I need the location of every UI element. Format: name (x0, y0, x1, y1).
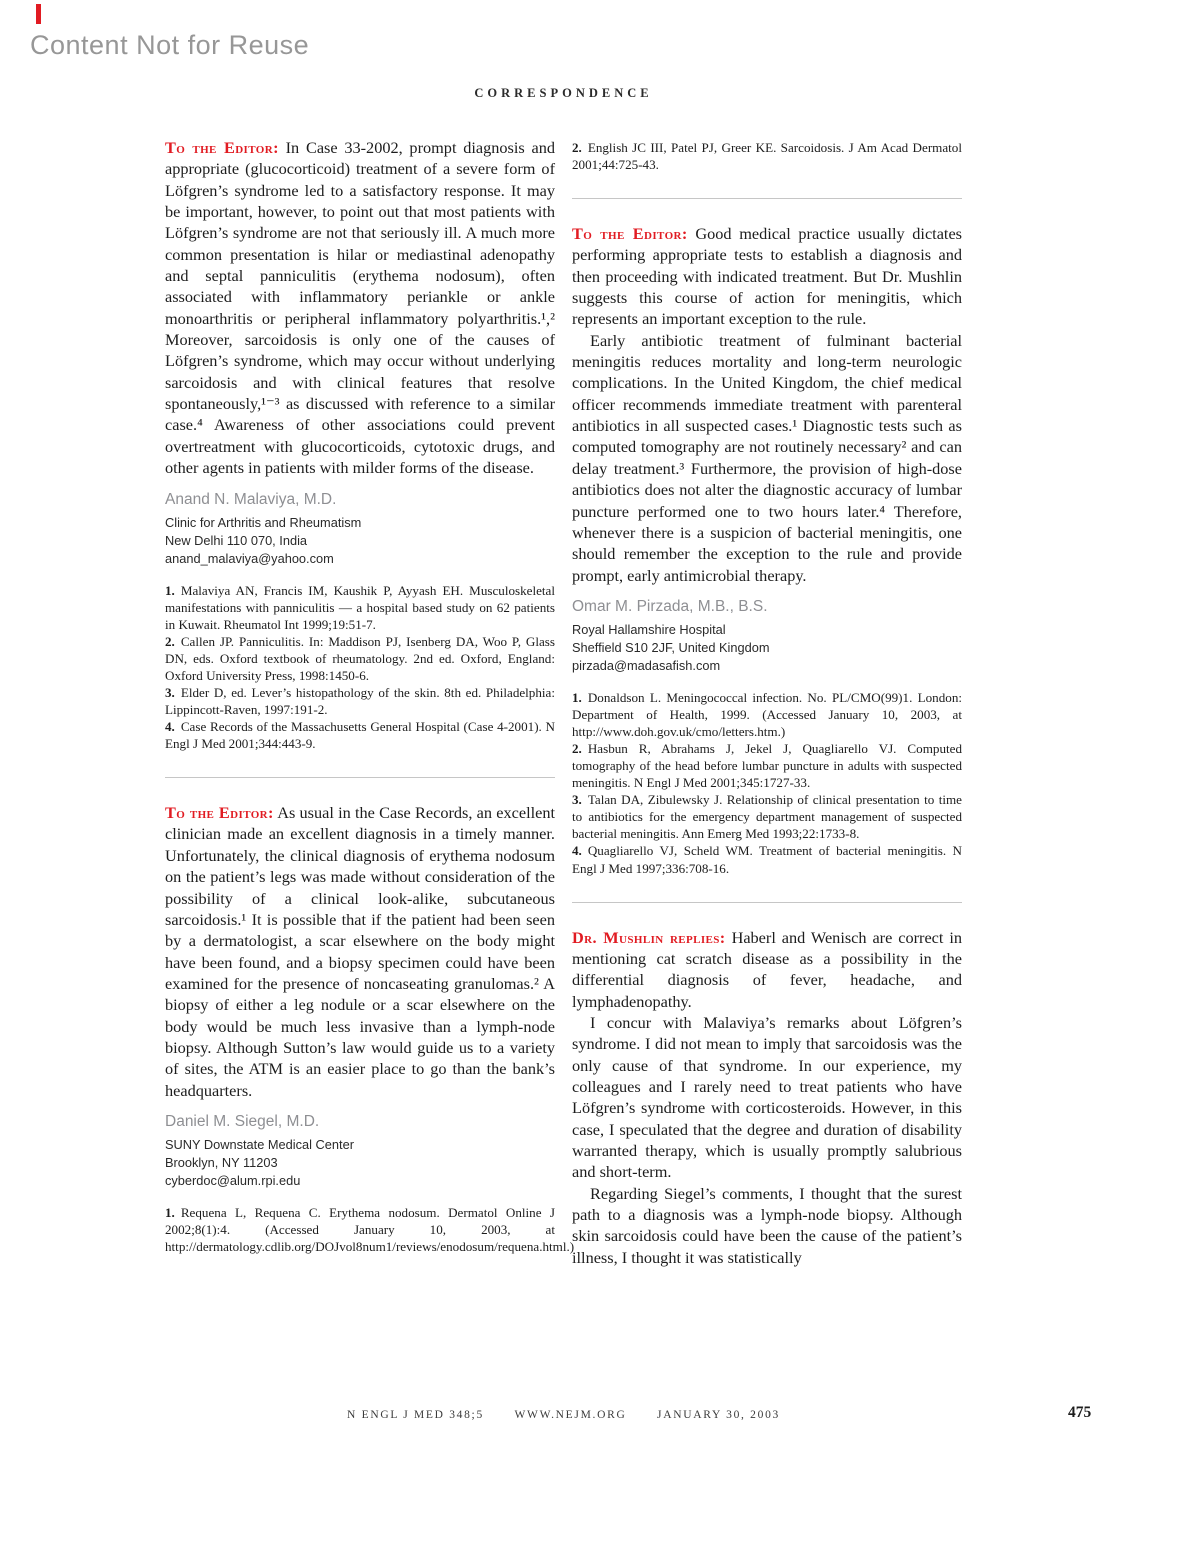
section-divider (572, 198, 962, 199)
left-column (165, 137, 575, 1268)
to-the-editor-label: To the Editor: (572, 224, 688, 244)
to-the-editor-label: To the Editor: (165, 803, 274, 823)
reference-item (165, 633, 555, 684)
journal-footer (165, 1409, 962, 1421)
reply-paragraph: Regarding Siegel’s comments, I thought that the surest path to a diagnosis was a lymph-node biopsy. Although skin sarcoidosis could have been the cause of the patient’s illness, I thought it was statistically (572, 1183, 962, 1267)
letter-malaviya (165, 137, 555, 752)
page-number: 475 (1068, 1404, 1092, 1421)
address-line: Royal Hallamshire Hospital (572, 621, 726, 637)
section-title-correspondence: CORRESPONDENCE (474, 86, 653, 100)
letter-siegel (165, 802, 575, 1255)
signature-name: Daniel M. Siegel, M.D. (165, 1112, 320, 1130)
reference-item (572, 139, 962, 173)
reply-mushlin (572, 927, 962, 1269)
reference-number: 1. (572, 690, 582, 706)
letter-paragraph (165, 137, 555, 479)
letter-body-text: In Case 33-2002, prompt diagnosis and appropriate (glucocorticoid) treatment of a severe form of Löfgren’s syndrome led to a satisfactory response. It may be important, however, to point out that most patients with Löfgren’s syndrome are not that seriously ill. A much more common presentation is hilar or mediastinal adenopathy and septal panniculitis (erythema nodosum), often associated with inflammatory periankle or ankle monoarthritis or peripheral inflammatory polyarthritis.¹,² Moreover, sarcoidosis is only one of the causes of Löfgren’s syndrome, which may occur without underlying sarcoidosis and with clinical features that resolve spontaneously,¹⁻³ as discussed with reference to a similar case.⁴ Awareness of other associations could prevent overtreatment with glucocorticoids, cytotoxic drugs, and other agents in patients with milder forms of the disease. (165, 138, 555, 478)
reference-text: Talan DA, Zibulewsky J. Relationship of clinical presentation to time to antibiotics for the emergency department management of suspected bacterial meningitis. Ann Emerg Med 1993;22:1733-8. (572, 792, 962, 842)
reference-item (572, 740, 962, 791)
reference-number: 3. (165, 685, 175, 701)
reply-paragraph: I concur with Malaviya’s remarks about Löfgren’s syndrome. I did not mean to imply that sarcoidosis was the only cause of that syndrome. In our experience, my colleagues and I rarely need to treat patients who have Löfgren’s syndrome with corticosteroids. However, in this case, I speculated that the degree and duration of disability warranted therapy, which is usually promptly salubrious and short-term. (572, 1012, 962, 1182)
footer-website: WWW.NEJM.ORG (514, 1409, 627, 1421)
footer-journal-issue: N ENGL J MED 348;5 (347, 1409, 484, 1421)
reference-number: 2. (165, 634, 175, 650)
reference-item (572, 842, 962, 876)
reference-number: 4. (165, 719, 175, 735)
reference-text: Quagliarello VJ, Scheld WM. Treatment of bacterial meningitis. N Engl J Med 1997;336:708-16. (572, 843, 962, 876)
right-column (572, 137, 962, 1268)
reference-item (165, 1204, 575, 1255)
dr-mushlin-replies-label: Dr. Mushlin replies: (572, 927, 726, 947)
reply-paragraph (572, 927, 962, 1012)
footer-date: JANUARY 30, 2003 (657, 1409, 780, 1421)
signature-name: Anand N. Malaviya, M.D. (165, 490, 337, 508)
reference-text: Callen JP. Panniculitis. In: Maddison PJ, Isenberg DA, Woo P, Glass DN, eds. Oxford textbook of rheumatology. 2nd ed. Oxford, England: Oxford University Press, 1998:1450-6. (165, 634, 555, 684)
reference-list-continued (572, 139, 962, 173)
reference-list (165, 1204, 575, 1255)
reference-text: English JC III, Patel PJ, Greer KE. Sarcoidosis. J Am Acad Dermatol 2001;44:725-43. (572, 140, 962, 173)
reference-number: 1. (165, 582, 175, 598)
red-corner-mark (36, 4, 41, 24)
address-line: New Delhi 110 070, India (165, 532, 308, 548)
reference-text: Elder D, ed. Lever’s histopathology of the skin. 8th ed. Philadelphia: Lippincott-Raven, 1997:191-2. (165, 685, 555, 718)
letter-paragraph: Early antibiotic treatment of fulminant bacterial meningitis reduces mortality and long-term neurologic complications. In the United Kingdom, the chief medical officer recommends immediate treatment with parenteral antibiotics in all suspected cases.¹ Diagnostic tests such as computed tomography are not routinely necessary² and can delay treatment.³ Furthermore, the provision of high-dose antibiotics does not alter the diagnostic accuracy of lumbar puncture performed one to two hours later.⁴ Therefore, whenever there is a suspicion of bacterial meningitis, one should remember the exception to the rule and provide prompt, early antimicrobial therapy. (572, 330, 962, 585)
letter-body-text: As usual in the Case Records, an excellent clinician made an excellent diagnosis in a timely manner. Unfortunately, the clinical diagnosis of erythema nodosum on the patient’s legs was made without consideration of the possibility of a clinical look-alike, subcutaneous sarcoidosis.¹ It is possible that if the patient had been seen by a dermatologist, a scar elsewhere on the body might have been found, and a biopsy specimen could have been examined for the presence of noncaseating granulomas.² A biopsy of either a leg nodule or a scar elsewhere on the body would be much less invasive than a lymph-node biopsy. Although Sutton’s law would guide us to a variety of sites, the ATM is an easier place to go than the bank’s headquarters. (165, 803, 556, 1100)
reference-item (572, 791, 962, 842)
signature-address (572, 621, 962, 675)
address-line: pirzada@madasafish.com (572, 658, 721, 674)
letter-body-text: Good medical practice usually dictates performing appropriate tests to establish a diagnosis and then proceeding with indicated treatment. But Dr. Mushlin suggests this course of action for meningitis, which represents an important exception to the rule. (572, 224, 963, 329)
reference-number: 1. (165, 1205, 175, 1221)
reference-number: 2. (572, 140, 582, 155)
reference-number: 2. (572, 741, 582, 757)
reference-item (165, 718, 555, 752)
address-line: Sheffield S10 2JF, United Kingdom (572, 640, 770, 656)
reference-list (572, 689, 962, 876)
letter-paragraph (165, 802, 555, 1101)
letter-paragraph (572, 223, 962, 330)
reference-item (572, 689, 962, 740)
address-line: Clinic for Arthritis and Rheumatism (165, 514, 362, 530)
reference-list (165, 582, 555, 752)
signature-address (165, 514, 555, 568)
reference-item (165, 684, 555, 718)
signature-name: Omar M. Pirzada, M.B., B.S. (572, 597, 768, 615)
two-column-content (165, 137, 962, 1268)
reference-text: Case Records of the Massachusetts General Hospital (Case 4-2001). N Engl J Med 2001;344:443-9. (165, 719, 555, 752)
to-the-editor-label: To the Editor: (165, 138, 279, 157)
address-line: cyberdoc@alum.rpi.edu (165, 1173, 301, 1189)
address-line: Brooklyn, NY 11203 (165, 1155, 278, 1171)
address-line: SUNY Downstate Medical Center (165, 1136, 354, 1152)
reference-text: Requena L, Requena C. Erythema nodosum. Dermatol Online J 2002;8(1):4. (Accessed January 10, 2003, at http://dermatology.cdlib.org/DOJvol8num1/reviews/enodosum/requena.html.) (165, 1205, 575, 1255)
reference-item (165, 582, 555, 633)
address-line: anand_malaviya@yahoo.com (165, 550, 334, 566)
reference-text: Donaldson L. Meningococcal infection. No. PL/CMO(99)1. London: Department of Health, 1999. (Accessed January 10, 2003, at http://www.doh.gov.uk/cmo/letters.htm.) (572, 690, 962, 740)
reference-number: 3. (572, 792, 582, 808)
reply-body-text: Haberl and Wenisch are correct in mentioning cat scratch disease as a possibility in the differential diagnosis of fever, headache, and lymphadenopathy. (572, 927, 963, 1011)
content-not-for-reuse-watermark: Content Not for Reuse (30, 30, 310, 60)
signature-address (165, 1136, 555, 1190)
reference-number: 4. (572, 843, 582, 859)
letter-pirzada (572, 223, 962, 876)
reference-text: Malaviya AN, Francis IM, Kaushik P, Ayyash EH. Musculoskeletal manifestations with panniculitis — a hospital based study on 62 patients in Kuwait. Rheumatol Int 1999;19:51-7. (165, 582, 555, 632)
reference-text: Hasbun R, Abrahams J, Jekel J, Quagliarello VJ. Computed tomography of the head before lumbar puncture in adults with suspected meningitis. N Engl J Med 2001;345:1727-33. (572, 741, 962, 791)
section-divider (572, 902, 962, 903)
section-divider (165, 777, 555, 778)
